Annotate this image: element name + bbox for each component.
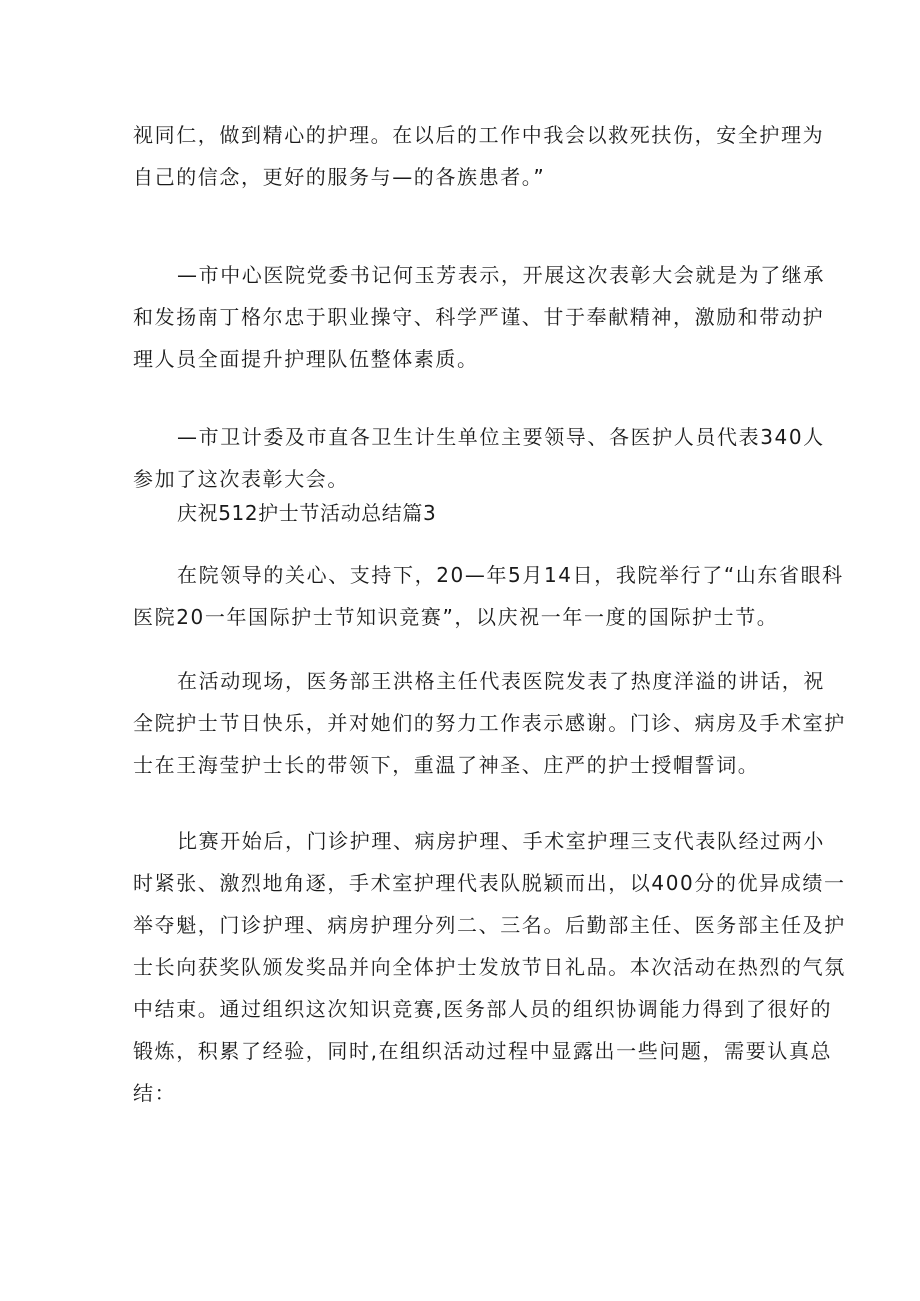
paragraph-competition-results (133, 820, 846, 1114)
text-line: 锻炼，积累了经验，同时,在组织活动过程中显露出一些问题，需要认真总 (133, 1039, 833, 1063)
paragraph-nursing-pledge-end (133, 114, 825, 198)
text-line: —市卫计委及市直各卫生计生单位主要领导、各医护人员代表340人 (177, 425, 825, 449)
text-line: 比赛开始后，门诊护理、病房护理、手术室护理三支代表队经过两小 (177, 829, 825, 853)
text-line: 中结束。通过组织这次知识竞赛,医务部人员的组织协调能力得到了很好的 (133, 997, 833, 1021)
text-line: 在院领导的关心、支持下，20—年5月14日，我院举行了“山东省眼科 (177, 563, 844, 587)
text-line: 自己的信念，更好的服务与—的各族患者。” (133, 165, 546, 189)
text-line: 时紧张、激烈地角逐，手术室护理代表队脱颖而出，以400分的优异成绩一 (133, 871, 846, 895)
text-line: 举夺魁，门诊护理、病房护理分列二、三名。后勤部主任、医务部主任及护 (133, 913, 846, 937)
section-heading (133, 492, 793, 534)
text-line: 士在王海莹护士长的带领下，重温了神圣、庄严的护士授帽誓词。 (133, 753, 760, 777)
paragraph-party-secretary-remarks (133, 254, 825, 380)
text-line: 士长向获奖队颁发奖品并向全体护士发放节日礼品。本次活动在热烈的气氛 (133, 955, 846, 979)
text-line: 全院护士节日快乐，并对她们的努力工作表示感谢。门诊、病房及手术室护 (133, 711, 846, 735)
paragraph-attendees (133, 416, 825, 500)
text-line: —市中心医院党委书记何玉芳表示，开展这次表彰大会就是为了继承 (177, 263, 825, 287)
text-line: 参加了这次表彰大会。 (133, 467, 349, 491)
text-line: 理人员全面提升护理队伍整体素质。 (133, 347, 479, 371)
text-line: 在活动现场，医务部王洪格主任代表医院发表了热度洋溢的讲话，祝 (177, 669, 825, 693)
paragraph-event-scene (133, 660, 846, 786)
paragraph-competition-intro (133, 554, 844, 638)
text-line: 医院20一年国际护士节知识竞赛”，以庆祝一年一度的国际护士节。 (133, 605, 779, 629)
text-line: 结： (133, 1081, 177, 1105)
text-line: 和发扬南丁格尔忠于职业操守、科学严谨、甘于奉献精神，激励和带动护 (133, 305, 825, 329)
section-heading-text: 庆祝512护士节活动总结篇3 (177, 501, 437, 525)
text-line: 视同仁，做到精心的护理。在以后的工作中我会以救死扶伤，安全护理为 (133, 123, 825, 147)
